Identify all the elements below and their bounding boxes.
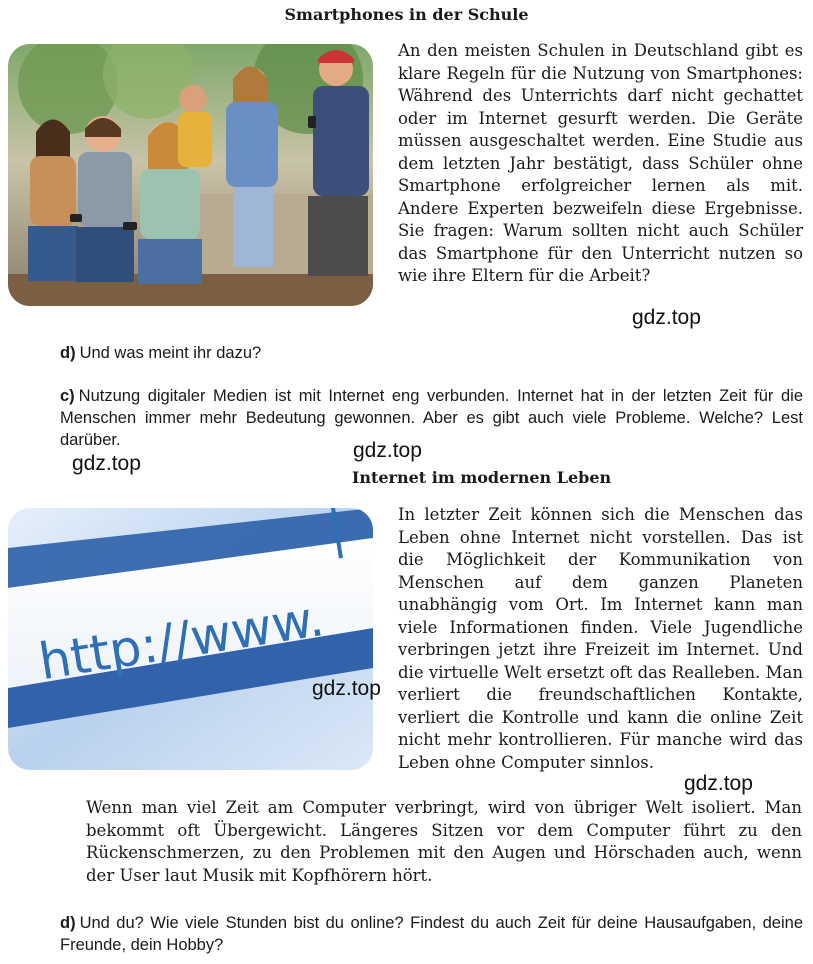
- watermark: gdz.top: [684, 772, 753, 795]
- article-text-internet-bottom: Wenn man viel Zeit am Computer verbringt, wird von übriger Welt isoliert. Man bekommt oft Übergewicht. Längeres Sitzen vor dem Computer führt zu den Rückenschmerzen, zu den Problemen mit den Augen und Hörschaden auch, wenn der User laut Musik mit Kopfhörern hört.: [86, 798, 802, 885]
- teens-smartphones-photo: [8, 44, 373, 306]
- article-text-internet-top: In letzter Zeit können sich die Menschen das Leben ohne Internet nicht vorstellen. Das ist die Möglichkeit der Kommunikation von Menschen auf dem ganzen Planeten unabhängig vom Ort. Im Internet kann man viele Informationen finden. Viele Jugendliche verbringen jetzt ihre Freizeit im Internet. Und die virtuelle Welt ersetzt oft das Realleben. Man verliert die freundschaftlichen Kontakte, verliert die Kontrolle und kann die online Zeit nicht mehr kontrollieren. Für manche wird das Leben ohne Computer sinnlos.: [398, 505, 803, 772]
- watermark: gdz.top: [72, 452, 141, 475]
- watermark: gdz.top: [632, 306, 701, 329]
- browser-url-photo: [8, 508, 373, 770]
- task-d-question: [60, 342, 805, 364]
- task-text: Und du? Wie viele Stunden bist du online? Findest du auch Zeit für deine Hausaufgaben, deine Freunde, dein Hobby?: [60, 914, 803, 954]
- task-d-online-hours: [60, 912, 803, 956]
- watermark: gdz.top: [312, 677, 381, 700]
- task-label: d): [60, 914, 76, 932]
- article-title-smartphones: Smartphones in der Schule: [284, 5, 529, 24]
- task-label: c): [60, 387, 75, 405]
- watermark: gdz.top: [353, 439, 422, 462]
- task-label: d): [60, 344, 76, 362]
- url-text: http://www.: [35, 589, 328, 692]
- task-text: Und was meint ihr dazu?: [79, 344, 262, 362]
- article-title-internet: Internet im modernen Leben: [351, 468, 612, 487]
- task-text: Nutzung digitaler Medien ist mit Internet eng verbunden. Internet hat in der letzten Zeit für die Menschen immer mehr Bedeutung gewonnen. Aber es gibt auch viele Probleme. Welche? Lest darüber.: [60, 387, 803, 449]
- article-text-smartphones: An den meisten Schulen in Deutschland gibt es klare Regeln für die Nutzung von Smartphones: Während des Unterrichts darf nicht gechattet oder im Internet gesurft werden. Die Geräte müssen ausgeschaltet werden. Eine Studie aus dem letzten Jahr bestätigt, dass Schüler ohne Smartphone erfolgreicher lernen als mit. Andere Experten bezweifeln diese Ergebnisse. Sie fragen: Warum sollten nicht auch Schüler das Smartphone für den Unterricht nutzen so wie ihre Eltern für die Arbeit?: [398, 41, 803, 285]
- task-c-intro: [60, 385, 803, 451]
